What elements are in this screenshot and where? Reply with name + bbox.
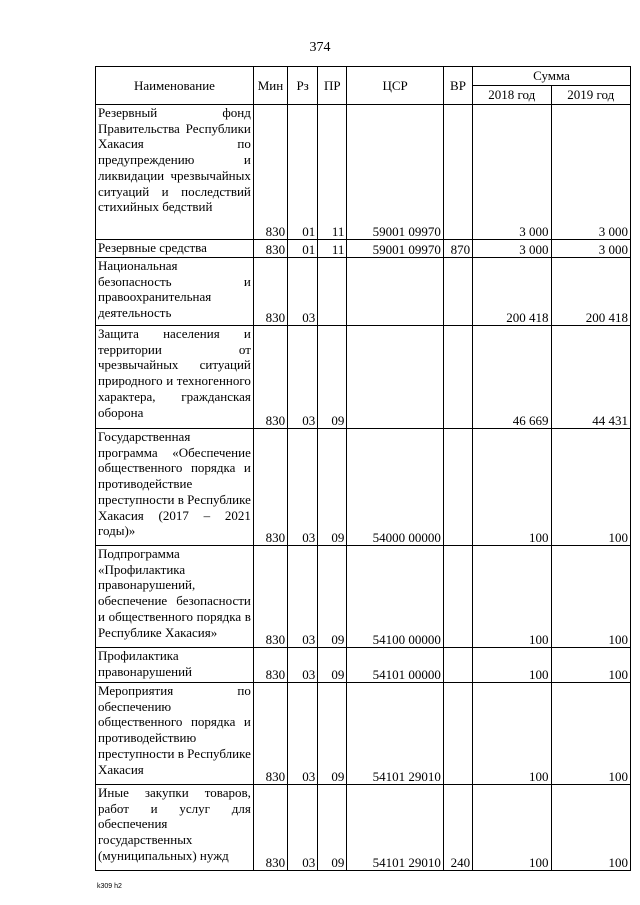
row-csr: 54101 00000 bbox=[347, 648, 444, 683]
footer-code: k309 h2 bbox=[97, 883, 122, 890]
row-name: Мероприятия по обеспечению общественного порядка и противодействию преступности в Республике Хакасия bbox=[96, 683, 254, 785]
row-2019: 100 bbox=[551, 648, 631, 683]
row-rz: 03 bbox=[288, 258, 318, 326]
row-2019: 3 000 bbox=[551, 105, 631, 240]
row-rz: 03 bbox=[288, 683, 318, 785]
row-min: 830 bbox=[253, 546, 287, 648]
row-2018: 3 000 bbox=[473, 240, 551, 258]
row-pr: 09 bbox=[318, 546, 347, 648]
row-vr bbox=[443, 648, 472, 683]
row-2018: 100 bbox=[473, 683, 551, 785]
row-pr: 09 bbox=[318, 785, 347, 871]
row-csr: 54101 29010 bbox=[347, 785, 444, 871]
row-2019: 100 bbox=[551, 683, 631, 785]
row-csr bbox=[347, 258, 444, 326]
table-row bbox=[96, 648, 631, 683]
row-csr: 59001 09970 bbox=[347, 240, 444, 258]
row-csr: 54100 00000 bbox=[347, 546, 444, 648]
row-rz: 03 bbox=[288, 648, 318, 683]
row-rz: 01 bbox=[288, 240, 318, 258]
row-pr bbox=[318, 258, 347, 326]
row-name: Резервный фонд Правительства Республики Хакасия по предупреждению и ликвидации чрезвычайных ситуаций и последствий стихийных бедствий bbox=[96, 105, 254, 240]
row-vr bbox=[443, 105, 472, 240]
row-pr: 09 bbox=[318, 326, 347, 429]
row-min: 830 bbox=[253, 683, 287, 785]
header-min: Мин bbox=[253, 67, 287, 105]
row-csr: 54000 00000 bbox=[347, 429, 444, 546]
row-min: 830 bbox=[253, 240, 287, 258]
row-2018: 100 bbox=[473, 785, 551, 871]
row-pr: 11 bbox=[318, 240, 347, 258]
row-2018: 100 bbox=[473, 648, 551, 683]
row-vr bbox=[443, 258, 472, 326]
row-2018: 100 bbox=[473, 546, 551, 648]
row-min: 830 bbox=[253, 326, 287, 429]
page-number: 374 bbox=[309, 40, 331, 55]
row-2018: 200 418 bbox=[473, 258, 551, 326]
row-pr: 09 bbox=[318, 648, 347, 683]
table-row bbox=[96, 429, 631, 546]
row-pr: 09 bbox=[318, 683, 347, 785]
row-min: 830 bbox=[253, 105, 287, 240]
row-min: 830 bbox=[253, 429, 287, 546]
row-name: Подпрограмма «Профилактика правонарушений, обеспечение безопасности и общественного порядка в Республике Хакасия» bbox=[96, 546, 254, 648]
row-rz: 03 bbox=[288, 326, 318, 429]
table-row bbox=[96, 785, 631, 871]
table-row bbox=[96, 240, 631, 258]
header-rz: Рз bbox=[288, 67, 318, 105]
row-min: 830 bbox=[253, 258, 287, 326]
row-2019: 44 431 bbox=[551, 326, 631, 429]
row-2018: 100 bbox=[473, 429, 551, 546]
row-name: Иные закупки товаров, работ и услуг для обеспечения государственных (муниципальных) нужд bbox=[96, 785, 254, 871]
table-row bbox=[96, 546, 631, 648]
header-csr: ЦСР bbox=[347, 67, 444, 105]
row-csr bbox=[347, 326, 444, 429]
table-row bbox=[96, 683, 631, 785]
row-csr: 54101 29010 bbox=[347, 683, 444, 785]
row-name: Резервные средства bbox=[96, 240, 254, 258]
row-2018: 46 669 bbox=[473, 326, 551, 429]
row-vr bbox=[443, 429, 472, 546]
row-pr: 11 bbox=[318, 105, 347, 240]
row-2018: 3 000 bbox=[473, 105, 551, 240]
row-2019: 100 bbox=[551, 785, 631, 871]
row-2019: 100 bbox=[551, 429, 631, 546]
row-2019: 100 bbox=[551, 546, 631, 648]
row-name: Национальная безопасность и правоохранительная деятельность bbox=[96, 258, 254, 326]
row-name: Профилактика правонарушений bbox=[96, 648, 254, 683]
budget-table bbox=[95, 66, 631, 871]
row-vr: 870 bbox=[443, 240, 472, 258]
header-sum: Сумма bbox=[473, 67, 631, 86]
row-name: Защита населения и территории от чрезвычайных ситуаций природного и техногенного характера, гражданская оборона bbox=[96, 326, 254, 429]
row-rz: 03 bbox=[288, 429, 318, 546]
header-name: Наименование bbox=[96, 67, 254, 105]
row-min: 830 bbox=[253, 648, 287, 683]
row-csr: 59001 09970 bbox=[347, 105, 444, 240]
table-row bbox=[96, 326, 631, 429]
row-rz: 03 bbox=[288, 546, 318, 648]
table-row bbox=[96, 105, 631, 240]
row-pr: 09 bbox=[318, 429, 347, 546]
row-rz: 03 bbox=[288, 785, 318, 871]
row-vr bbox=[443, 326, 472, 429]
row-vr: 240 bbox=[443, 785, 472, 871]
row-rz: 01 bbox=[288, 105, 318, 240]
row-2019: 3 000 bbox=[551, 240, 631, 258]
header-pr: ПР bbox=[318, 67, 347, 105]
header-vr: ВР bbox=[443, 67, 472, 105]
header-2019: 2019 год bbox=[551, 86, 631, 105]
row-name: Государственная программа «Обеспечение общественного порядка и противодействие преступности в Республике Хакасия (2017 – 2021 годы)» bbox=[96, 429, 254, 546]
row-2019: 200 418 bbox=[551, 258, 631, 326]
header-2018: 2018 год bbox=[473, 86, 551, 105]
row-vr bbox=[443, 683, 472, 785]
row-vr bbox=[443, 546, 472, 648]
row-min: 830 bbox=[253, 785, 287, 871]
table-row bbox=[96, 258, 631, 326]
